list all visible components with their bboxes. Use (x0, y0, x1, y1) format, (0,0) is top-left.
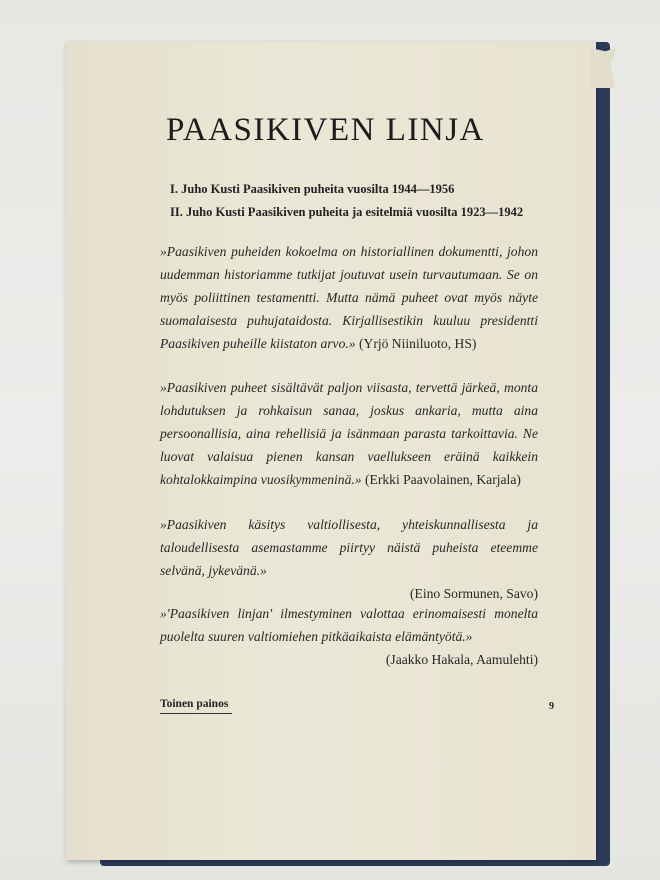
subtitle-part-2: II. Juho Kusti Paasikiven puheita ja esitelmiä vuosilta 1923—1942 (170, 205, 524, 219)
quote-attribution: (Erkki Paavolainen, Karjala) (365, 472, 521, 487)
page-number: 9 (549, 701, 554, 712)
torn-corner (590, 48, 616, 88)
review-quote (160, 240, 538, 355)
quote-attribution: (Jaakko Hakala, Aamulehti) (385, 652, 538, 667)
book-title: PAASIKIVEN LINJA (166, 112, 485, 148)
quote-text: »Paasikiven käsitys valtiollisesta, yhteiskunnallisesta ja taloudellisesta asemastamme piirtyy näistä puheista eteemme selvänä, jykevänä.» (160, 517, 538, 578)
review-quote (160, 602, 538, 671)
review-quote (160, 376, 538, 491)
subtitle-part-1: I. Juho Kusti Paasikiven puheita vuosilta 1944—1956 (170, 182, 455, 196)
quote-text: »Paasikiven puheiden kokoelma on historiallinen dokumentti, johon uudemman historiamme tutkijat joutuvat usein turvautumaan. Se on myös poliittinen testamentti. Mutta nämä puheet ovat myös näyte suomalaisesta puhujataidosta. Kirjallisestikin kuuluu presidentti Paasikiven puheille kiistaton arvo.» (160, 244, 538, 351)
quote-attribution: (Yrjö Niiniluoto, HS) (358, 336, 477, 351)
edition-label: Toinen painos (160, 698, 229, 710)
review-quote (160, 513, 538, 605)
quote-attribution: (Eino Sormunen, Savo) (410, 586, 538, 601)
quote-text: »'Paasikiven linjan' ilmestyminen valottaa erinomaisesti monelta puolelta suuren valtiomiehen pitkäaikaista elämäntyötä.» (160, 606, 538, 644)
edition-underline (160, 713, 232, 714)
quote-text: »Paasikiven puheet sisältävät paljon viisasta, tervettä järkeä, monta lohdutuksen ja rohkaisun sanaa, joskus ankaria, mutta aina persoonallisia, aina rehellisiä ja isänmaan parasta tarkoittavia. Ne luovat valaisua pienen kansan vaellukseen eräinä kaikkein kohtalokkaimpina vuosikymmeninä.» (160, 380, 538, 487)
